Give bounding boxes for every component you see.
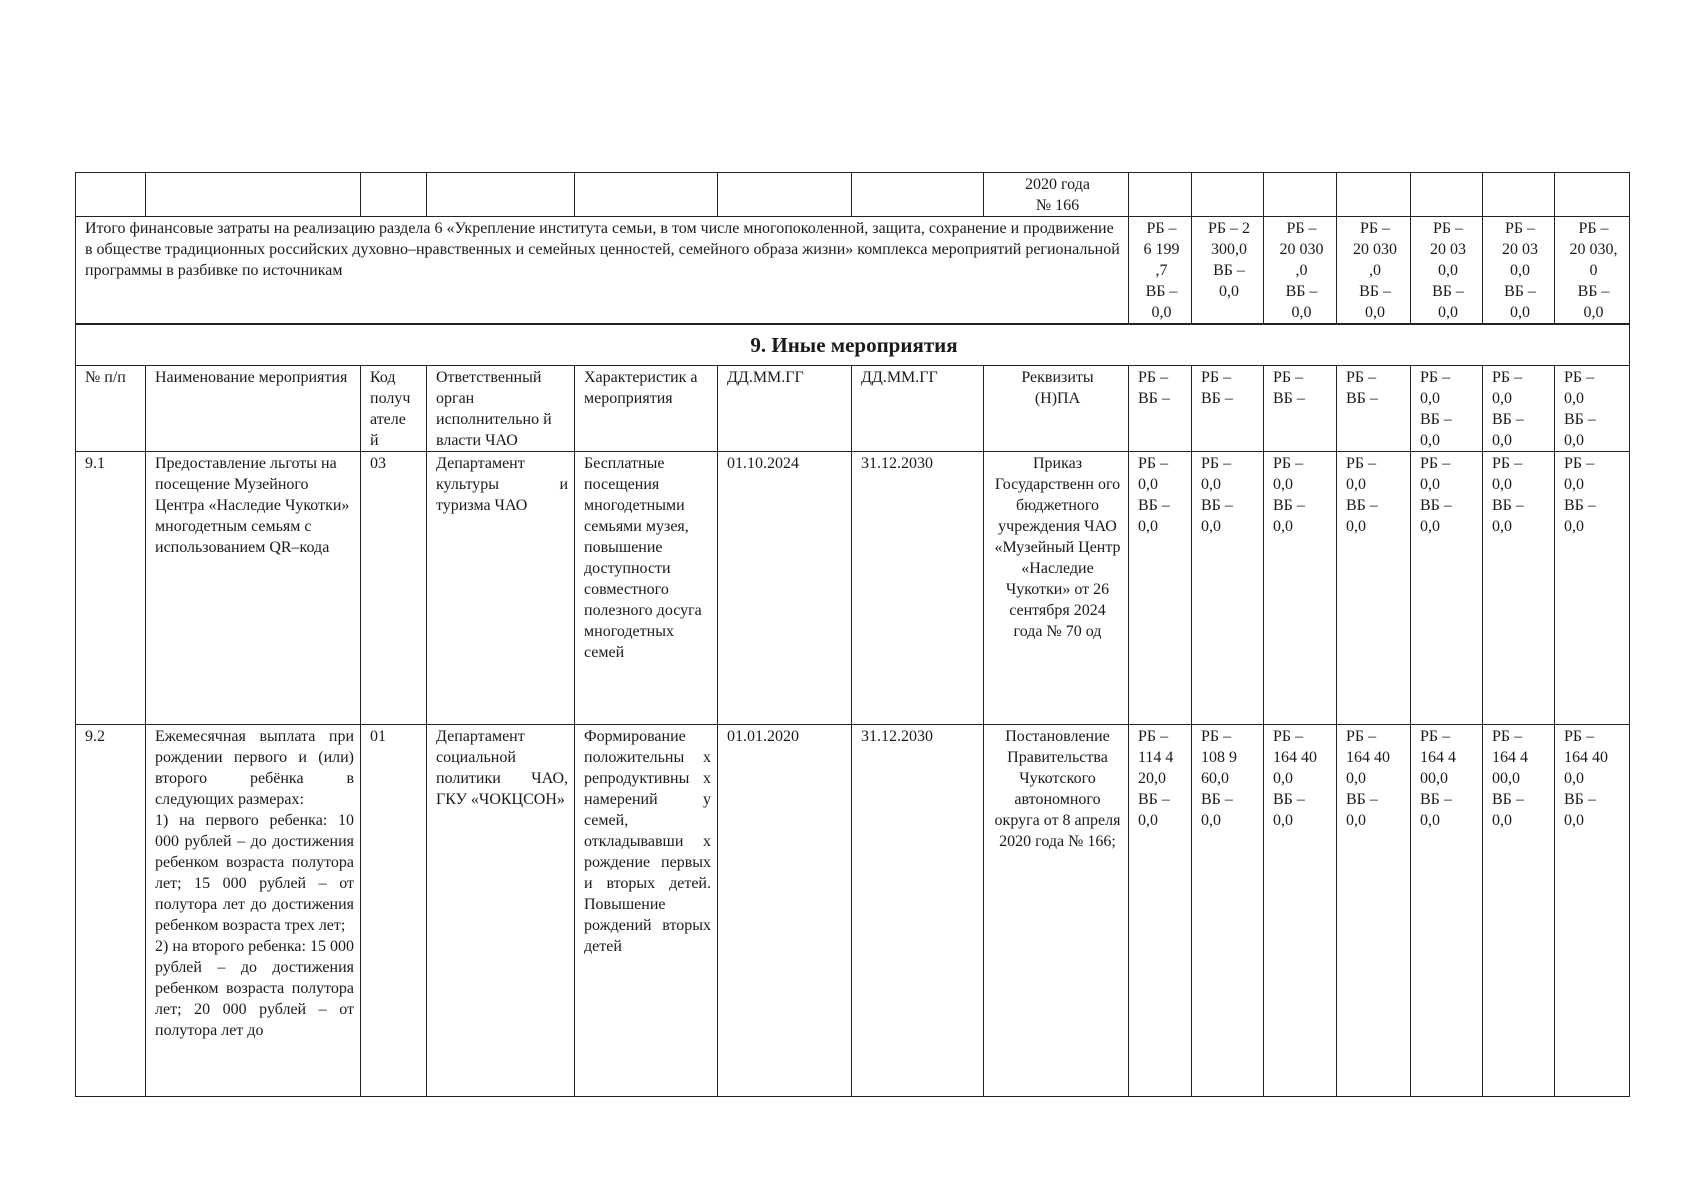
row-start: 01.10.2024: [718, 452, 852, 725]
row-value: РБ – 114 4 20,0 ВБ – 0,0: [1129, 725, 1192, 1097]
total-value: РБ – 20 030 ,0 ВБ – 0,0: [1337, 217, 1411, 325]
carryover-cell: [1192, 173, 1264, 217]
col-header-value: РБ – ВБ –: [1192, 366, 1264, 452]
row-end: 31.12.2030: [852, 452, 984, 725]
carryover-row: [76, 173, 1630, 217]
col-header-start: ДД.ММ.ГГ: [718, 366, 852, 452]
section-title: 9. Иные мероприятия: [76, 324, 1630, 366]
col-header-name: Наименование мероприятия: [146, 366, 361, 452]
table-row: [76, 452, 1630, 725]
col-header-value: РБ – ВБ –: [1337, 366, 1411, 452]
total-label: Итого финансовые затраты на реализацию раздела 6 «Укрепление института семьи, в том числе многопоколенной, защита, сохранение и продвижение в обществе традиционных российских духовно–нравственных и семейных ценностей, семейного образа жизни» комплекса мероприятий региональной программы в разбивке по источникам: [76, 217, 1129, 325]
carryover-cell: [1129, 173, 1192, 217]
row-description: Бесплатные посещения многодетными семьями музея, повышение доступности совместного полезного досуга многодетных семей: [575, 452, 718, 725]
row-value: РБ – 0,0 ВБ – 0,0: [1483, 452, 1555, 725]
row-description: Формирование положительны х репродуктивны х намерений у семей, откладывавши х рождение первых и вторых детей. Повышение рождений вторых детей: [575, 725, 718, 1097]
total-value: РБ – 2 300,0 ВБ – 0,0: [1192, 217, 1264, 325]
col-header-description: Характеристик а мероприятия: [575, 366, 718, 452]
carryover-cell: [76, 173, 146, 217]
row-num: 9.1: [76, 452, 146, 725]
activities-table: [75, 172, 1630, 1097]
carryover-cell: [1483, 173, 1555, 217]
carryover-cell: [1555, 173, 1630, 217]
row-value: РБ – 0,0 ВБ – 0,0: [1555, 452, 1630, 725]
col-header-requisites: Реквизиты (Н)ПА: [984, 366, 1129, 452]
row-requisites: Постановление Правительства Чукотского автономного округа от 8 апреля 2020 года № 166;: [984, 725, 1129, 1097]
row-value: РБ – 164 4 00,0 ВБ – 0,0: [1483, 725, 1555, 1097]
total-value: РБ – 20 03 0,0 ВБ – 0,0: [1483, 217, 1555, 325]
table-row: [76, 725, 1630, 1097]
carryover-cell: [718, 173, 852, 217]
carryover-cell: [852, 173, 984, 217]
total-value: РБ – 20 030 ,0 ВБ – 0,0: [1264, 217, 1337, 325]
row-num: 9.2: [76, 725, 146, 1097]
row-value: РБ – 164 40 0,0 ВБ – 0,0: [1264, 725, 1337, 1097]
col-header-value: РБ – 0,0 ВБ – 0,0: [1555, 366, 1630, 452]
row-authority: Департамент социальной политики ЧАО, ГКУ «ЧОКЦСОН»: [427, 725, 575, 1097]
row-value: РБ – 0,0 ВБ – 0,0: [1264, 452, 1337, 725]
carryover-cell: [1264, 173, 1337, 217]
col-header-num: № п/п: [76, 366, 146, 452]
carryover-cell: [575, 173, 718, 217]
col-header-end: ДД.ММ.ГГ: [852, 366, 984, 452]
carryover-cell: [427, 173, 575, 217]
row-value: РБ – 0,0 ВБ – 0,0: [1411, 452, 1483, 725]
row-name: Ежемесячная выплата при рождении первого и (или) второго ребёнка в следующих размерах: 1) на первого ребенка: 10 000 рублей – до достижения ребенком возраста полутора лет; 15 000 рублей – от полутора лет до достижения ребенком возраста трех лет; 2) на второго ребенка: 15 000 рублей – до достижения ребенком возраста полутора лет; 20 000 рублей – от полутора лет до: [146, 725, 361, 1097]
row-code: 03: [361, 452, 427, 725]
total-value: РБ – 6 199 ,7 ВБ – 0,0: [1129, 217, 1192, 325]
col-header-value: РБ – 0,0 ВБ – 0,0: [1483, 366, 1555, 452]
row-value: РБ – 164 40 0,0 ВБ – 0,0: [1337, 725, 1411, 1097]
total-value: РБ – 20 030, 0 ВБ – 0,0: [1555, 217, 1630, 325]
col-header-code: Код получ ателе й: [361, 366, 427, 452]
carryover-cell: [146, 173, 361, 217]
col-header-value: РБ – ВБ –: [1129, 366, 1192, 452]
row-name: Предоставление льготы на посещение Музейного Центра «Наследие Чукотки» многодетным семьям с использованием QR–кода: [146, 452, 361, 725]
total-value: РБ – 20 03 0,0 ВБ – 0,0: [1411, 217, 1483, 325]
carryover-cell: [1411, 173, 1483, 217]
row-authority: Департамент культуры и туризма ЧАО: [427, 452, 575, 725]
row-value: РБ – 0,0 ВБ – 0,0: [1129, 452, 1192, 725]
carryover-cell: [361, 173, 427, 217]
section-row: [76, 324, 1630, 366]
row-value: РБ – 164 40 0,0 ВБ – 0,0: [1555, 725, 1630, 1097]
row-end: 31.12.2030: [852, 725, 984, 1097]
row-code: 01: [361, 725, 427, 1097]
row-value: РБ – 0,0 ВБ – 0,0: [1337, 452, 1411, 725]
row-requisites: Приказ Государственн ого бюджетного учреждения ЧАО «Музейный Центр «Наследие Чукотки» от 26 сентября 2024 года № 70 од: [984, 452, 1129, 725]
carryover-requisites: 2020 года № 166: [984, 173, 1129, 217]
row-value: РБ – 108 9 60,0 ВБ – 0,0: [1192, 725, 1264, 1097]
carryover-cell: [1337, 173, 1411, 217]
col-header-authority: Ответственный орган исполнительно й власти ЧАО: [427, 366, 575, 452]
col-header-value: РБ – 0,0 ВБ – 0,0: [1411, 366, 1483, 452]
row-value: РБ – 0,0 ВБ – 0,0: [1192, 452, 1264, 725]
total-row: [76, 217, 1630, 325]
row-value: РБ – 164 4 00,0 ВБ – 0,0: [1411, 725, 1483, 1097]
col-header-value: РБ – ВБ –: [1264, 366, 1337, 452]
row-start: 01.01.2020: [718, 725, 852, 1097]
column-header-row: [76, 366, 1630, 452]
